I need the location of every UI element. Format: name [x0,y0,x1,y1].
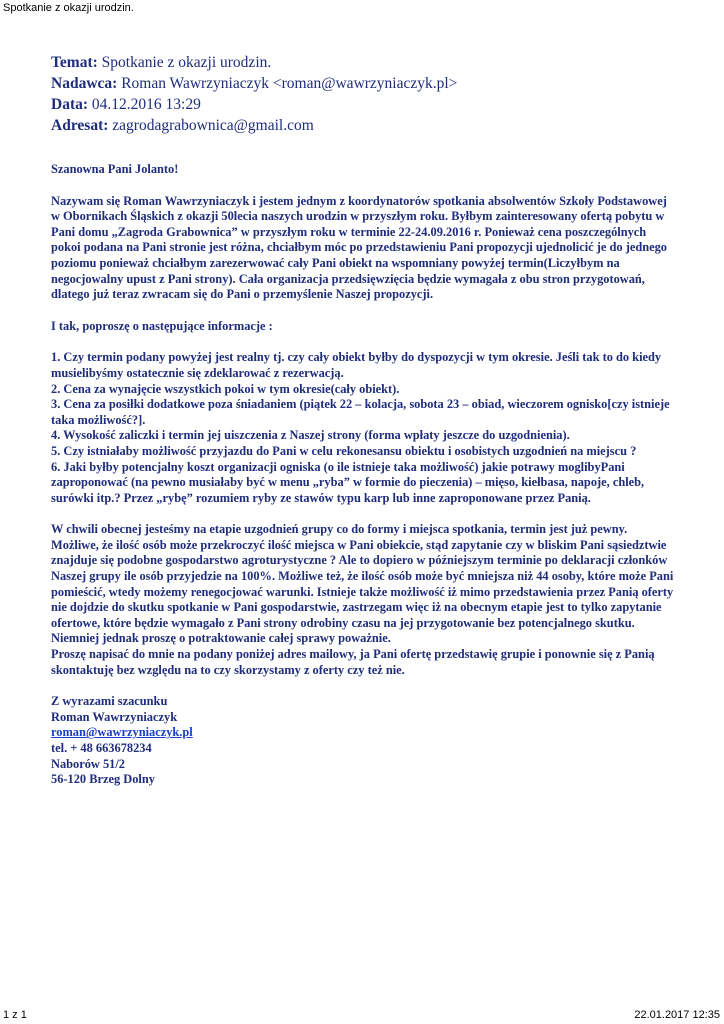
subject-label: Temat: [51,54,98,71]
email-meta [51,52,457,136]
email-body [51,162,675,788]
question-item: 6. Jaki byłby potencjalny koszt organizacji ogniska (o ile istnieje taka możliwość) jakie potrawy moglibyPani zaproponować (na pewno musiałaby być w menu „ryba” w formie do pieczenia) – mięso, kiełbasa, napoje, chleb, surówki itp.? Przez „rybę” rozumiem ryby ze stawów typu karp lub inne zaproponowane przez Panią. [51,459,645,505]
print-timestamp: 22.01.2017 12:35 [634,1009,720,1021]
signature-phone: tel. + 48 663678234 [51,741,152,755]
to-value: zagrodagrabownica@gmail.com [112,117,314,134]
question-item: 5. Czy istniałaby możliwość przyjazdu do Pani w celu rekonesansu obiektu i osobistych uzgodnień na miejscu ? [51,443,637,458]
question-item: 4. Wysokość zaliczki i termin jej uiszczenia z Naszej strony (forma wpłaty jeszcze do uzgodnienia). [51,428,570,443]
date-row [51,94,457,115]
signature-address-line1: Naborów 51/2 [51,756,125,771]
from-value: Roman Wawrzyniaczyk <roman@wawrzyniaczyk.pl> [121,75,458,92]
date-label: Data: [51,96,89,113]
subject-value: Spotkanie z okazji urodzin. [101,54,272,71]
signature-address-line2: 56-120 Brzeg Dolny [51,772,155,787]
question-item: 2. Cena za wynajęcie wszystkich pokoi w tym okresie(cały obiekt). [51,381,400,396]
signature-name: Roman Wawrzyniaczyk [51,709,178,724]
signature-regards: Z wyrazami szacunku [51,694,168,709]
to-label: Adresat: [51,117,109,134]
question-item: 3. Cena za posiłki dodatkowe poza śniadaniem (piątek 22 – kolacja, sobota 23 – obiad, wieczorem ognisko[czy istnieje taka możliwość?]. [51,397,670,427]
from-label: Nadawca: [51,75,118,92]
greeting: Szanowna Pani Jolanto! [51,162,179,176]
from-row [51,73,457,94]
request-intro: I tak, poproszę o następujące informacje : [51,318,273,333]
signature-email-link[interactable]: roman@wawrzyniaczyk.pl [51,725,193,740]
subject-row [51,52,457,73]
intro-paragraph: Nazywam się Roman Wawrzyniaczyk i jestem jednym z koordynatorów spotkania absolwentów Szkoły Podstawowej w Obornikach Śląskich z okazji 50lecia naszych urodzin w przyszłym roku. Byłbym zainteresowany ofertą pobytu w Pani domu „Zagroda Grabownica” w przyszłym roku w terminie 22-24.09.2016 r. Ponieważ cena poszczególnych pokoi podana na Pani stronie jest różna, chciałbym móc po przedstawieniu Pani propozycji ujednolicić je do jednego poziomu ponieważ chciałbym zarezerwować cały Pani obiekt na wspomniany powyżej termin(Liczyłbym na negocjowalny upust z Pani strony). Cała organizacja przedsięwzięcia będzie wymagała z obu stron przygotowań, dlatego już teraz zwracam się do Pani o przemyślenie Naszej propozycji. [51,193,667,302]
question-item: 1. Czy termin podany powyżej jest realny tj. czy cały obiekt byłby do dyspozycji w tym okresie. Jeśli tak to do kiedy musielibyśmy ostatecznie się zdeklarować z rezerwacją. [51,350,662,380]
print-header-title: Spotkanie z okazji urodzin. [3,2,134,14]
date-value: 04.12.2016 13:29 [91,96,201,113]
final-request: Proszę napisać do mnie na podany poniżej adres mailowy, ja Pani ofertę przedstawię grupie i ponownie się z Panią skontaktuję bez względu na to czy skorzystamy z oferty czy też nie. [51,647,655,677]
closing-paragraph: W chwili obecnej jesteśmy na etapie uzgodnień grupy co do formy i miejsca spotkania, termin jest już pewny. Możliwe, że ilość osób może przekroczyć ilość miejsca w Pani obiekcie, stąd zapytanie czy w bliskim Pani sąsiedztwie znajduje się podobne gospodarstwo agroturystyczne ? Ale to dopiero w późniejszym terminie po deklaracji członków Naszej grupy ile osób przyjedzie na 100%. Możliwe też, że ilość osób może być mniejsza niż 44 osoby, które może Pani pomieścić, wtedy możemy renegocjować warunki. Istnieje także możliwość iż mimo przedstawienia przez Panią oferty nie dojdzie do skutku spotkanie w Pani gospodarstwie, zastrzegam więc iż na obecnym etapie jest to tylko zapytanie ofertowe, które będzie wymagało z Pani strony odrobiny czasu na jej przygotowanie bez potencjalnego skutku. Niemniej jednak proszę o potraktowanie całej sprawy poważnie. [51,522,674,646]
to-row [51,115,457,136]
page-number: 1 z 1 [3,1009,27,1021]
